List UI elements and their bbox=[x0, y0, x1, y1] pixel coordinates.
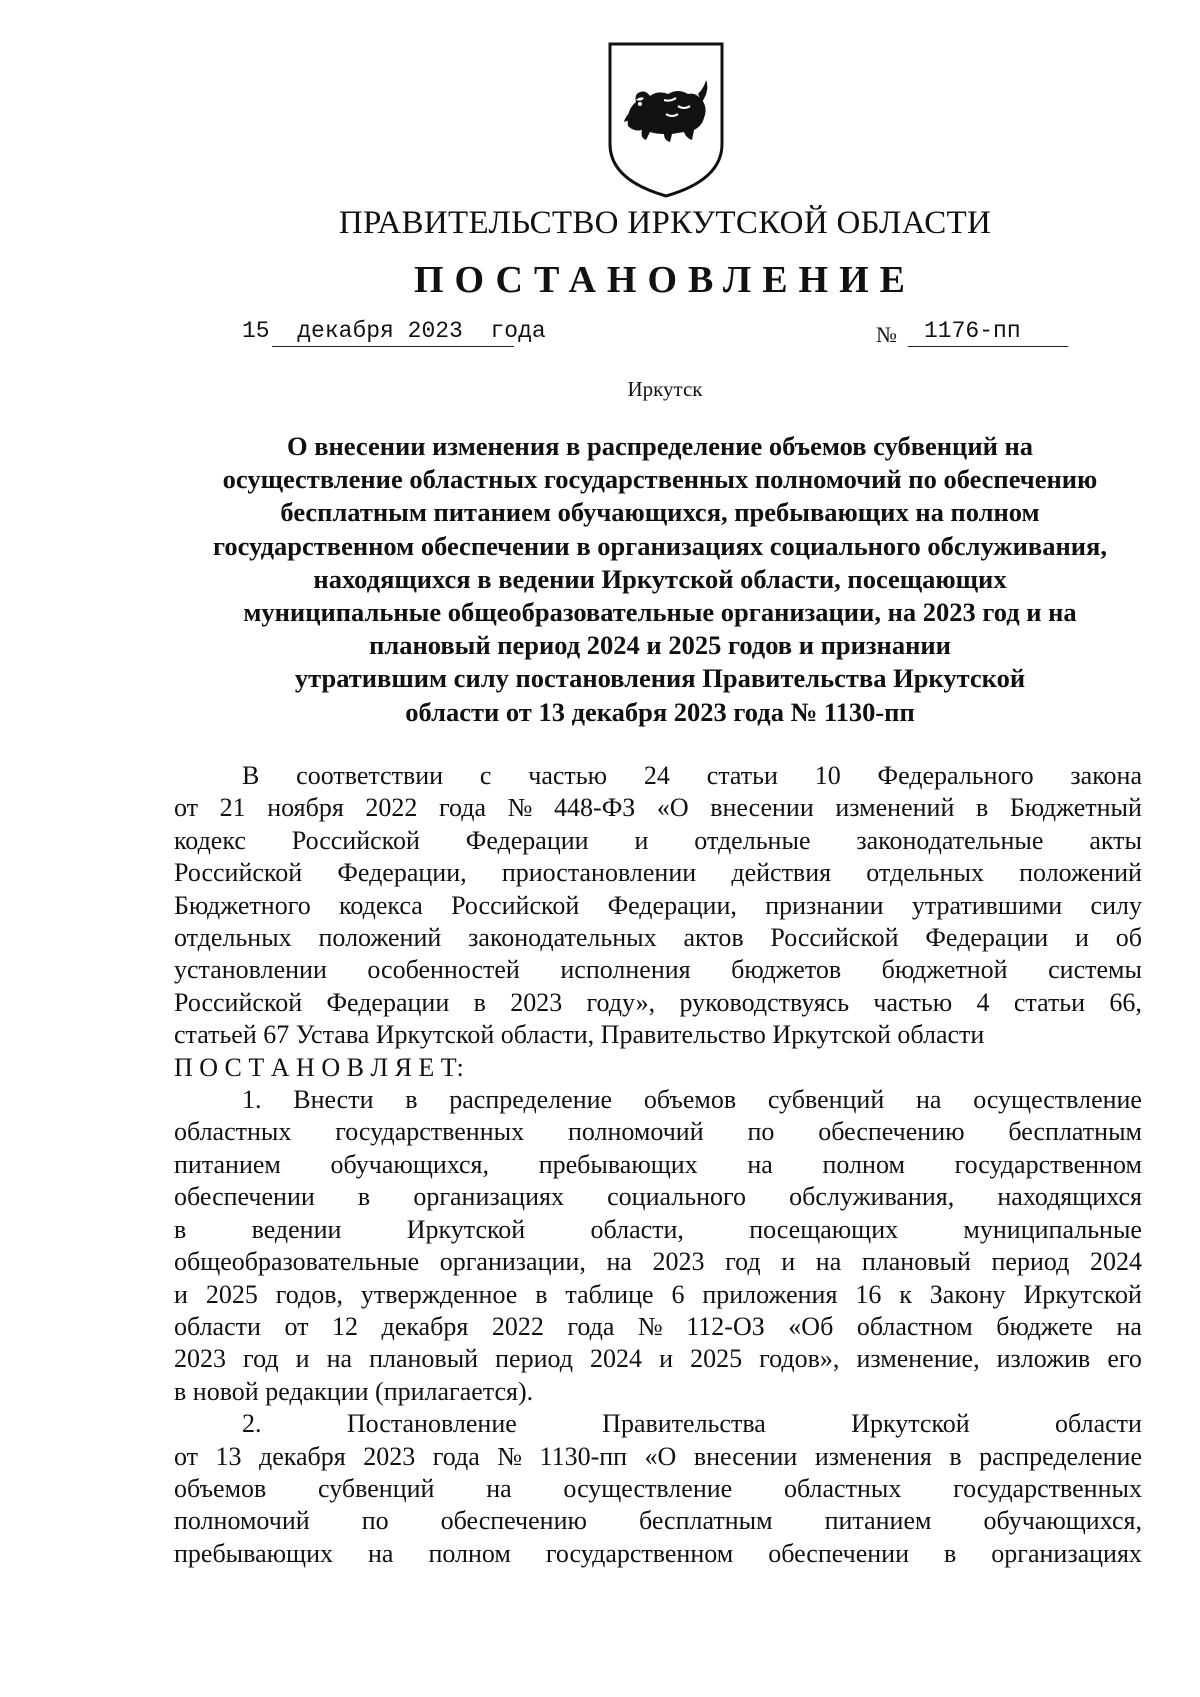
date-day: 15 bbox=[242, 318, 270, 344]
decree-date bbox=[242, 318, 546, 344]
body-line: П О С Т А Н О В Л Я Е Т: bbox=[174, 1052, 464, 1082]
title-line: плановый период 2024 и 2025 годов и признании bbox=[369, 630, 951, 661]
body-line: обеспечении в организациях социального обслуживания, находящихся bbox=[174, 1182, 1142, 1212]
body-line: области от 12 декабря 2022 года № 112-ОЗ «Об областном бюджете на bbox=[174, 1311, 1142, 1341]
date-suffix: года bbox=[490, 318, 546, 344]
document-type: ПОСТАНОВЛЕНИЕ bbox=[413, 259, 917, 301]
body-line: установлении особенностей исполнения бюджетов бюджетной системы bbox=[174, 955, 1142, 985]
body-line: и 2025 годов, утвержденное в таблице 6 приложения 16 к Закону Иркутской bbox=[174, 1279, 1142, 1309]
number-sign: № bbox=[876, 322, 897, 347]
body-line: в ведении Иркутской области, посещающих муниципальные bbox=[174, 1214, 1142, 1244]
title-line: утратившим силу постановления Правительства Иркутской bbox=[294, 663, 1026, 694]
body-line: Бюджетного кодекса Российской Федерации, признании утратившими силу bbox=[174, 890, 1142, 920]
title-line: находящихся в ведении Иркутской области, посещающих bbox=[313, 563, 1007, 594]
date-month-year: декабря 2023 bbox=[297, 318, 463, 344]
title-line: бесплатным питанием обучающихся, пребывающих на полном bbox=[280, 497, 1040, 528]
government-name: ПРАВИТЕЛЬСТВО ИРКУТСКОЙ ОБЛАСТИ bbox=[338, 205, 992, 241]
irkutsk-coat-of-arms-icon bbox=[606, 40, 726, 200]
title-line: осуществление областных государственных полномочий по обеспечению bbox=[222, 464, 1098, 495]
body-line: статьей 67 Устава Иркутской области, Правительство Иркутской области bbox=[174, 1020, 985, 1050]
body-line: от 21 ноября 2022 года № 448-ФЗ «О внесении изменений в Бюджетный bbox=[174, 793, 1142, 823]
title-line: муниципальные общеобразовательные организации, на 2023 год и на bbox=[243, 597, 1077, 628]
body-line: полномочий по обеспечению бесплатным питанием обучающихся, bbox=[174, 1506, 1142, 1536]
body-line: пребывающих на полном государственном обеспечении в организациях bbox=[174, 1538, 1142, 1568]
city: Иркутск bbox=[627, 377, 703, 401]
title-line: области от 13 декабря 2023 года № 1130-пп bbox=[405, 696, 915, 727]
coat-of-arms-emblem bbox=[606, 40, 726, 200]
body-line: общеобразовательные организации, на 2023 год и на плановый период 2024 bbox=[174, 1247, 1142, 1277]
title-line: О внесении изменения в распределение объемов субвенций на bbox=[286, 431, 1034, 461]
body-line: объемов субвенций на осуществление областных государственных bbox=[174, 1473, 1142, 1503]
document-title bbox=[170, 430, 1150, 729]
number-underline bbox=[908, 346, 1068, 347]
body-line: отдельных положений законодательных актов Российской Федерации и об bbox=[174, 923, 1142, 953]
body-line: в новой редакции (прилагается). bbox=[174, 1376, 534, 1406]
body-line: Российской Федерации, приостановлении действия отдельных положений bbox=[174, 858, 1142, 888]
body-line: областных государственных полномочий по обеспечению бесплатным bbox=[174, 1117, 1142, 1147]
title-line: государственном обеспечении в организациях социального обслуживания, bbox=[213, 530, 1107, 561]
body-line: от 13 декабря 2023 года № 1130-пп «О внесении изменения в распределение bbox=[174, 1441, 1142, 1471]
body-line: кодекс Российской Федерации и отдельные законодательные акты bbox=[174, 825, 1142, 855]
body-line: питанием обучающихся, пребывающих на полном государственном bbox=[174, 1149, 1142, 1179]
number-value: 1176-пп bbox=[924, 318, 1021, 344]
document-body bbox=[174, 760, 1142, 1570]
date-underline bbox=[272, 346, 514, 347]
body-line: Российской Федерации в 2023 году», руководствуясь частью 4 статьи 66, bbox=[174, 987, 1142, 1017]
body-line: 2. Постановление Правительства Иркутской области bbox=[242, 1409, 1142, 1439]
body-line: В соответствии с частью 24 статьи 10 Федерального закона bbox=[242, 761, 1142, 790]
body-line: 2023 год и на плановый период 2024 и 2025 годов», изменение, изложив его bbox=[174, 1344, 1142, 1374]
body-line: 1. Внести в распределение объемов субвенций на осуществление bbox=[242, 1085, 1142, 1115]
